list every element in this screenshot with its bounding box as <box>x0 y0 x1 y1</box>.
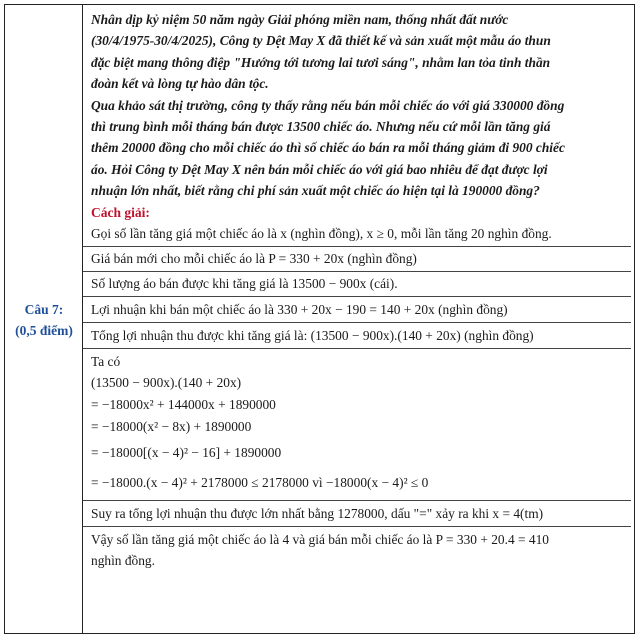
problem-statement <box>91 9 631 202</box>
solution-line: Suy ra tổng lợi nhuận thu được lớn nhất bằng 1278000, dấu "=" xảy ra khi x = 4(tm) <box>91 505 544 521</box>
solution-line: Gọi số lần tăng giá một chiếc áo là x (nghìn đồng), x ≥ 0, mỗi lần tăng 20 nghìn đồng. <box>91 225 552 241</box>
solution-line: Số lượng áo bán được khi tăng giá là 13500 − 900x (cái). <box>91 275 398 291</box>
math-line: = −18000(x² − 8x) + 1890000 <box>91 418 252 434</box>
question-table <box>4 4 635 634</box>
solution-line: nghìn đồng. <box>91 552 155 568</box>
solution-line: Ta có <box>91 353 121 369</box>
divider <box>83 271 631 272</box>
problem-line: áo. Hỏi Công ty Dệt May X nên bán mỗi chiếc áo với giá bao nhiêu để đạt được lợi <box>91 161 548 177</box>
math-line: = −18000x² + 144000x + 1890000 <box>91 396 276 412</box>
solution-heading: Cách giải: <box>91 204 150 220</box>
problem-line: Qua khảo sát thị trường, công ty thấy rằng nếu bán mỗi chiếc áo với giá 330000 đồng <box>91 97 565 113</box>
divider <box>83 500 631 501</box>
divider <box>83 246 631 247</box>
question-content-cell <box>91 9 631 571</box>
divider <box>83 348 631 349</box>
solution-line: Vậy số lần tăng giá một chiếc áo là 4 và giá bán mỗi chiếc áo là P = 330 + 20.4 = 410 <box>91 531 549 547</box>
problem-line: đoàn kết và lòng tự hào dân tộc. <box>91 76 269 92</box>
solution-line: Lợi nhuận khi bán một chiếc áo là 330 + 20x − 190 = 140 + 20x (nghìn đồng) <box>91 301 508 317</box>
problem-line: (30/4/1975-30/4/2025), Công ty Dệt May X đã thiết kế và sản xuất một mẫu áo thun <box>91 33 551 49</box>
math-line: = −18000[(x − 4)² − 16] + 1890000 <box>91 444 282 460</box>
problem-line: thêm 20000 đồng cho mỗi chiếc áo thì số chiếc áo bán ra mỗi tháng giảm đi 900 chiếc <box>91 140 565 156</box>
question-label <box>5 299 83 341</box>
divider <box>83 296 631 297</box>
question-label-cell <box>5 5 83 633</box>
problem-line: Nhân dịp kỷ niệm 50 năm ngày Giải phóng miền nam, thống nhất đất nước <box>91 12 509 27</box>
solution-line: Giá bán mới cho mỗi chiếc áo là P = 330 + 20x (nghìn đồng) <box>91 250 417 266</box>
math-line: (13500 − 900x).(140 + 20x) <box>91 374 242 390</box>
question-points: (0,5 điểm) <box>15 323 73 338</box>
problem-line: thì trung bình mỗi tháng bán được 13500 chiếc áo. Nhưng nếu cứ mỗi lần tăng giá <box>91 119 551 135</box>
question-number: Câu 7: <box>24 302 64 317</box>
math-line: = −18000.(x − 4)² + 2178000 ≤ 2178000 vì −18000(x − 4)² ≤ 0 <box>91 474 429 490</box>
solution-line: Tổng lợi nhuận thu được khi tăng giá là: (13500 − 900x).(140 + 20x) (nghìn đồng) <box>91 327 534 343</box>
problem-line: đặc biệt mang thông điệp "Hướng tới tương lai tươi sáng", nhằm lan tỏa tinh thần <box>91 54 551 70</box>
problem-line: nhuận lớn nhất, biết rằng chi phí sản xuất một chiếc áo hiện tại là 190000 đồng? <box>91 183 540 199</box>
solution-body <box>91 224 631 571</box>
divider <box>83 322 631 323</box>
divider <box>83 526 631 527</box>
